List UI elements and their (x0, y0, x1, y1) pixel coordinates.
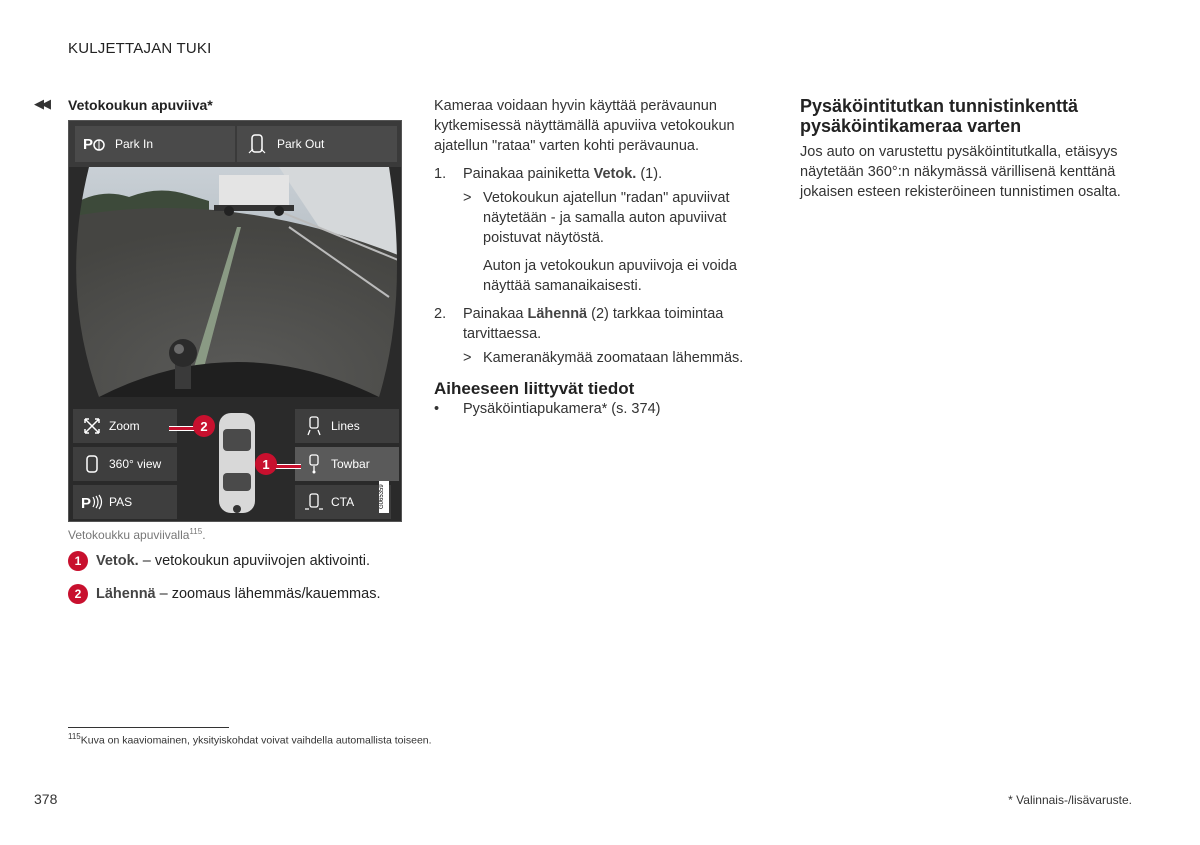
svg-text:P: P (81, 495, 92, 511)
section-header: KULJETTAJAN TUKI (68, 40, 212, 57)
caption-footnote-ref[interactable]: 115 (189, 527, 203, 536)
intro-paragraph: Kameraa voidaan hyvin käyttää perävaunun kytkemisessä näyttämällä apuviiva vetokoukun ajatellun "rataa" varten kohti perävaunua. (434, 98, 735, 154)
back-arrows-icon[interactable]: ◀◀ (34, 96, 48, 111)
step-2-result-text: Kameranäkymää zoomataan lähemmäs. (483, 350, 744, 366)
legend-text-1: – vetokoukun apuviivojen aktivointi. (138, 553, 371, 569)
step-2-result (463, 348, 769, 368)
car-360-icon (81, 454, 103, 474)
cta-label: CTA (331, 495, 355, 509)
park-in-button[interactable] (75, 126, 235, 162)
right-paragraph: Jos auto on varustettu pysäköintitutkalla, etäisyys näytetään 360°:n näkymässä värillisenä kenttänä jokaisen esteen rekisteröineen tunnistimen osalta. (800, 144, 1121, 200)
legend-number-2: 2 (68, 584, 88, 604)
towbar-icon (303, 454, 325, 474)
footnote-number: 115 (68, 732, 81, 741)
related-heading: Aiheeseen liittyvät tiedot (434, 379, 635, 398)
figure-title: Vetokoukun apuviiva* (68, 97, 213, 113)
page-number: 378 (34, 791, 58, 807)
towbar-label: Towbar (331, 457, 370, 471)
step-1-result (463, 188, 769, 248)
step-2-pre: Painakaa (463, 306, 528, 322)
park-in-icon (83, 133, 107, 155)
step-1-number: 1. (434, 166, 447, 182)
car-top-view-icon (213, 409, 261, 517)
result-marker: > (463, 190, 472, 206)
bullet-icon: • (434, 401, 440, 417)
step-1-pre: Painakaa painiketta (463, 166, 594, 182)
zoom-label: Zoom (109, 419, 140, 433)
optional-equipment-note: * Valinnais-/lisävaruste. (1008, 793, 1132, 807)
parking-assist-icon (81, 492, 103, 512)
svg-text:P: P (83, 136, 94, 153)
right-heading: Pysäköintitutkan tunnistinkenttä pysäköintikameraa varten (800, 96, 1079, 136)
step-1-note: Auton ja vetokoukun apuviivoja ei voida näyttää samanaikaisesti. (483, 258, 737, 294)
legend-text-2: – zoomaus lähemmäs/kauemmas. (155, 586, 381, 602)
callout-2: 2 (193, 415, 215, 437)
footnote (68, 732, 432, 747)
caption-end: . (202, 528, 206, 542)
guidelines-icon (303, 416, 325, 436)
park-out-icon (245, 133, 269, 155)
legend-term-1: Vetok. (96, 553, 139, 569)
result-marker-2: > (463, 350, 472, 366)
step-1 (434, 164, 769, 184)
camera-figure (68, 120, 402, 522)
cta-button[interactable] (295, 485, 391, 519)
legend-term-2: Lähennä (96, 586, 156, 602)
step-1-post: (1). (636, 166, 663, 182)
legend-item-2 (68, 584, 380, 604)
camera-bottom-controls (69, 397, 401, 522)
caption-text: Vetokoukku apuviivalla (68, 528, 190, 542)
pas-label: PAS (109, 495, 133, 509)
lines-button[interactable] (295, 409, 399, 443)
zoom-icon (81, 416, 103, 436)
pas-button[interactable] (73, 485, 177, 519)
middle-column (434, 96, 769, 419)
footnote-text: Kuva on kaaviomainen, yksityiskohdat voivat vaihdella automallista toiseen. (80, 734, 432, 747)
rear-camera-image (69, 167, 401, 397)
camera-top-bar (69, 121, 401, 167)
zoom-button[interactable] (73, 409, 177, 443)
360-view-button[interactable] (73, 447, 177, 481)
figure-caption (68, 527, 206, 542)
park-out-label: Park Out (277, 137, 325, 151)
step-2-term: Lähennä (527, 306, 588, 322)
towbar-button[interactable] (295, 447, 399, 481)
360-view-label: 360° view (109, 457, 162, 471)
cross-traffic-icon (303, 492, 325, 512)
right-column (800, 96, 1140, 202)
step-1-text (463, 164, 662, 184)
footnote-divider (68, 727, 229, 728)
step-1-term: Vetok. (593, 166, 637, 182)
step-2-post: (2) tarkkaa toimintaa tarvittaessa. (463, 306, 724, 342)
park-in-label: Park In (115, 137, 154, 151)
step-2 (434, 304, 769, 344)
step-2-number: 2. (434, 306, 447, 322)
legend-number-1: 1 (68, 551, 88, 571)
park-out-button[interactable] (237, 126, 397, 162)
related-link[interactable]: Pysäköintiapukamera* (s. 374) (463, 401, 661, 417)
step-2-text (463, 304, 763, 344)
callout-1: 1 (255, 453, 277, 475)
lines-label: Lines (331, 419, 360, 433)
camera-view (69, 167, 401, 397)
step-1-result-text: Vetokoukun ajatellun "radan" apuviivat näytetään - ja samalla auton apuviivat poistuvat näytöstä. (483, 190, 730, 246)
figure-code: G065359 (379, 481, 389, 513)
related-item (434, 399, 769, 419)
legend-item-1 (68, 551, 370, 571)
